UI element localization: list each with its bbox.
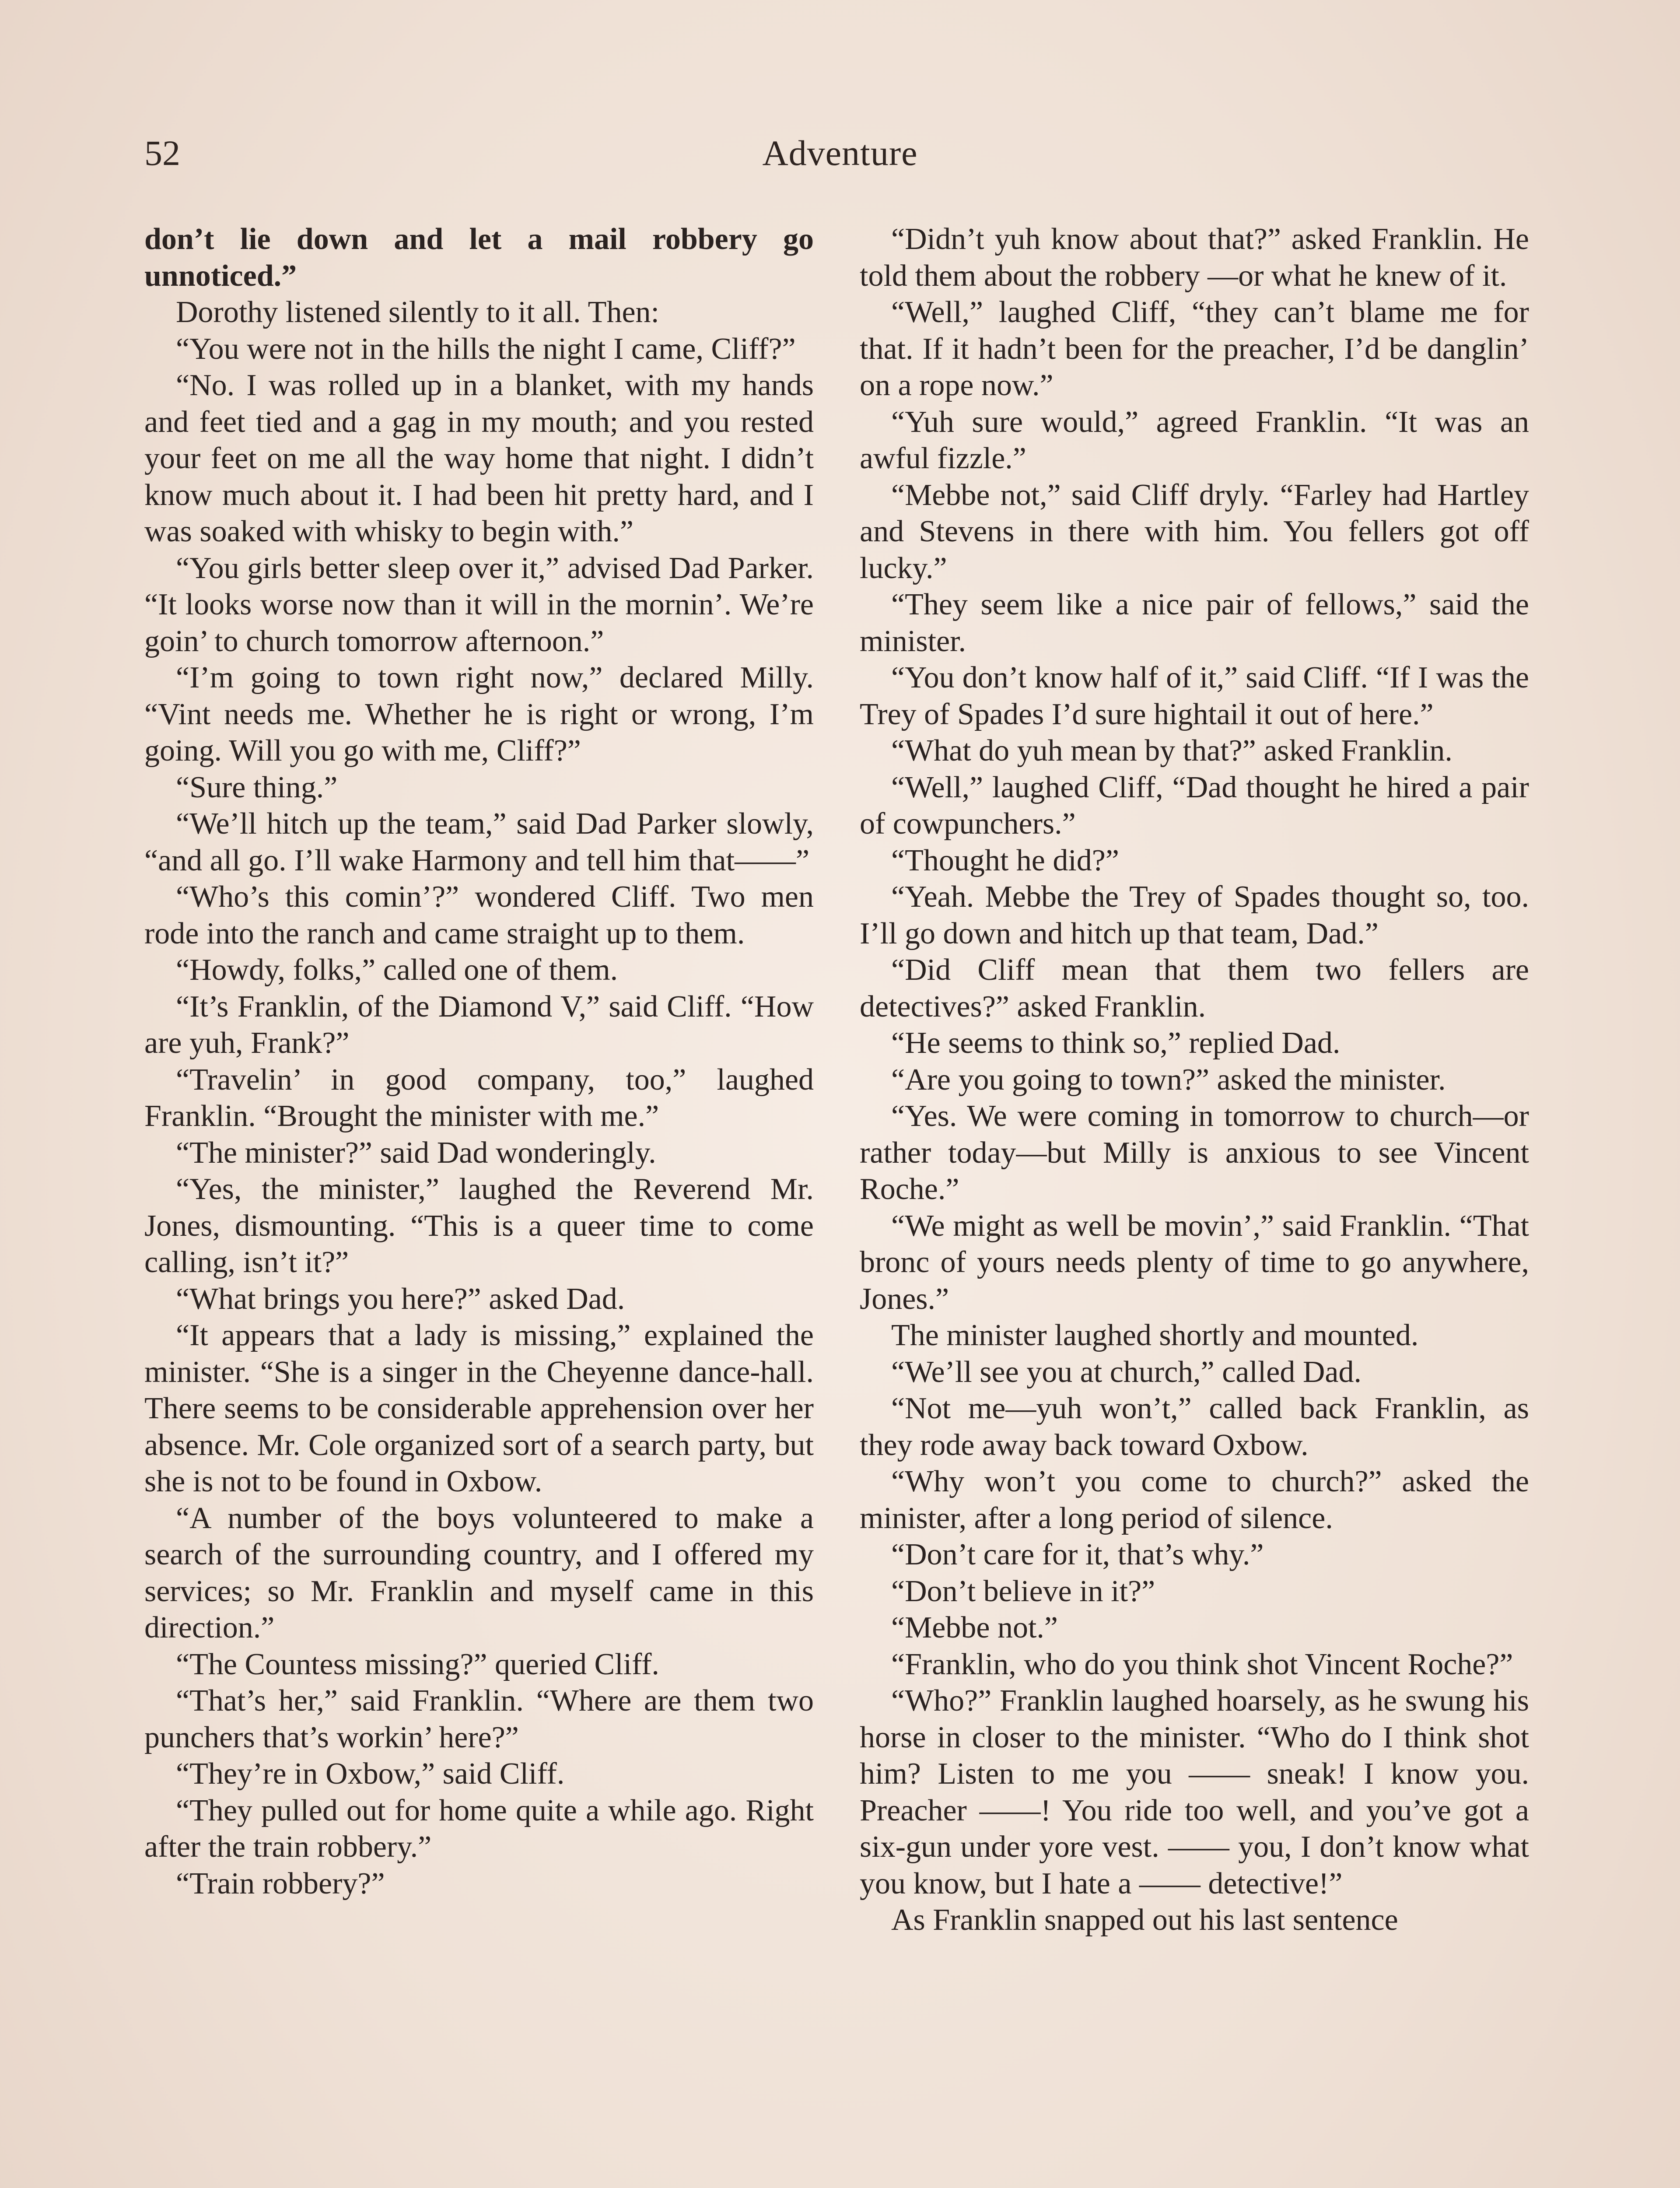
paragraph: “It’s Franklin, of the Diamond V,” said Cliff. “How are yuh, Frank?”	[144, 989, 814, 1060]
paragraph: “They’re in Oxbow,” said Cliff.	[176, 1757, 565, 1791]
paragraph: “Yes, the minister,” laughed the Reverend Mr. Jones, dismounting. “This is a queer time to come calling, isn’t it?”	[144, 1172, 814, 1279]
paragraph: “He seems to think so,” replied Dad.	[891, 1026, 1340, 1060]
paragraph: Dorothy listened silently to it all. Then:	[176, 295, 659, 329]
page-title: Adventure	[762, 133, 918, 173]
page-number: 52	[144, 133, 180, 173]
paragraph: “You were not in the hills the night I came, Cliff?”	[176, 332, 796, 366]
paragraph: don’t lie down and let a mail robbery go unnoticed.”	[144, 222, 814, 293]
paragraph: “A number of the boys volunteered to make a search of the surrounding country, and I offered my services; so Mr. Franklin and myself came in this direction.”	[144, 1501, 814, 1645]
paragraph: “Who’s this comin’?” wondered Cliff. Two men rode into the ranch and came straight up to them.	[144, 880, 814, 950]
paragraph: The minister laughed shortly and mounted.	[891, 1318, 1419, 1352]
paragraph: “Travelin’ in good company, too,” laughed Franklin. “Brought the minister with me.”	[144, 1062, 814, 1133]
paragraph: “The Countess missing?” queried Cliff.	[176, 1647, 659, 1681]
paragraph: “We’ll hitch up the team,” said Dad Parker slowly, “and all go. I’ll wake Harmony and tell him that——”	[144, 807, 814, 877]
paragraph: “Not me—yuh won’t,” called back Franklin, as they rode away back toward Oxbow.	[860, 1392, 1529, 1462]
paragraph: “Don’t care for it, that’s why.”	[891, 1538, 1264, 1571]
left-text-column	[144, 221, 814, 1902]
paragraph: “What brings you here?” asked Dad.	[176, 1282, 625, 1316]
paragraph: As Franklin snapped out his last sentence	[891, 1903, 1398, 1937]
paragraph: “Mebbe not.”	[891, 1611, 1058, 1645]
paragraph: “I’m going to town right now,” declared Milly. “Vint needs me. Whether he is right or wrong, I’m going. Will you go with me, Cliff?”	[144, 661, 814, 768]
paragraph: “We might as well be movin’,” said Franklin. “That bronc of yours needs plenty of time to go anywhere, Jones.”	[860, 1209, 1529, 1316]
paragraph: “Who?” Franklin laughed hoarsely, as he swung his horse in closer to the minister. “Who do I think shot him? Listen to me you —— sneak! I know you. Preacher ——! You ride too well, and you’ve got a six-gun under yore vest. —— you, I don’t know what you know, but I hate a —— detective!”	[860, 1684, 1529, 1900]
paragraph: “Mebbe not,” said Cliff dryly. “Farley had Hartley and Stevens in there with him. You fellers got off lucky.”	[860, 478, 1529, 585]
paragraph: “Howdy, folks,” called one of them.	[176, 953, 618, 987]
paragraph: “Well,” laughed Cliff, “Dad thought he hired a pair of cowpunchers.”	[860, 770, 1529, 841]
paragraph: “Yeah. Mebbe the Trey of Spades thought so, too. I’ll go down and hitch up that team, Dad.”	[860, 880, 1529, 950]
paragraph: “The minister?” said Dad wonderingly.	[176, 1136, 656, 1170]
paragraph: “Don’t believe in it?”	[891, 1574, 1155, 1608]
paragraph: “They pulled out for home quite a while ago. Right after the train robbery.”	[144, 1793, 814, 1864]
paragraph: “No. I was rolled up in a blanket, with my hands and feet tied and a gag in my mouth; and you rested your feet on me all the way home that night. I didn’t know much about it. I had been hit pretty hard, and I was soaked with whisky to begin with.”	[144, 368, 814, 548]
paragraph: “Why won’t you come to church?” asked the minister, after a long period of silence.	[860, 1465, 1529, 1535]
page-header	[144, 127, 1536, 179]
paragraph: “Franklin, who do you think shot Vincent Roche?”	[891, 1647, 1513, 1681]
paragraph: “What do yuh mean by that?” asked Franklin.	[891, 734, 1452, 768]
paragraph: “They seem like a nice pair of fellows,” said the minister.	[860, 588, 1529, 658]
paragraph: “We’ll see you at church,” called Dad.	[891, 1355, 1362, 1389]
paragraph: “Didn’t yuh know about that?” asked Franklin. He told them about the robbery —or what he knew of it.	[860, 222, 1529, 293]
paragraph: “Yes. We were coming in tomorrow to church—or rather today—but Milly is anxious to see Vincent Roche.”	[860, 1099, 1529, 1206]
paragraph: “You don’t know half of it,” said Cliff. “If I was the Trey of Spades I’d sure hightail it out of here.”	[860, 661, 1529, 731]
paragraph: “Are you going to town?” asked the minister.	[891, 1062, 1446, 1097]
paragraph: “Thought he did?”	[891, 843, 1119, 877]
paragraph: “Did Cliff mean that them two fellers are detectives?” asked Franklin.	[860, 953, 1529, 1024]
paragraph: “Sure thing.”	[176, 770, 338, 804]
paragraph: “Yuh sure would,” agreed Franklin. “It was an awful fizzle.”	[860, 405, 1529, 475]
paragraph: “It appears that a lady is missing,” explained the minister. “She is a singer in the Cheyenne dance-hall. There seems to be considerable apprehension over her absence. Mr. Cole organized sort of a search party, but she is not to be found in Oxbow.	[144, 1318, 814, 1498]
paragraph: “You girls better sleep over it,” advised Dad Parker. “It looks worse now than it will in the mornin’. We’re goin’ to church tomorrow afternoon.”	[144, 551, 814, 658]
right-text-column	[860, 221, 1529, 1939]
paragraph: “Well,” laughed Cliff, “they can’t blame me for that. If it hadn’t been for the preacher, I’d be danglin’ on a rope now.”	[860, 295, 1529, 402]
paragraph: “Train robbery?”	[176, 1866, 385, 1900]
paragraph: “That’s her,” said Franklin. “Where are them two punchers that’s workin’ here?”	[144, 1684, 814, 1754]
